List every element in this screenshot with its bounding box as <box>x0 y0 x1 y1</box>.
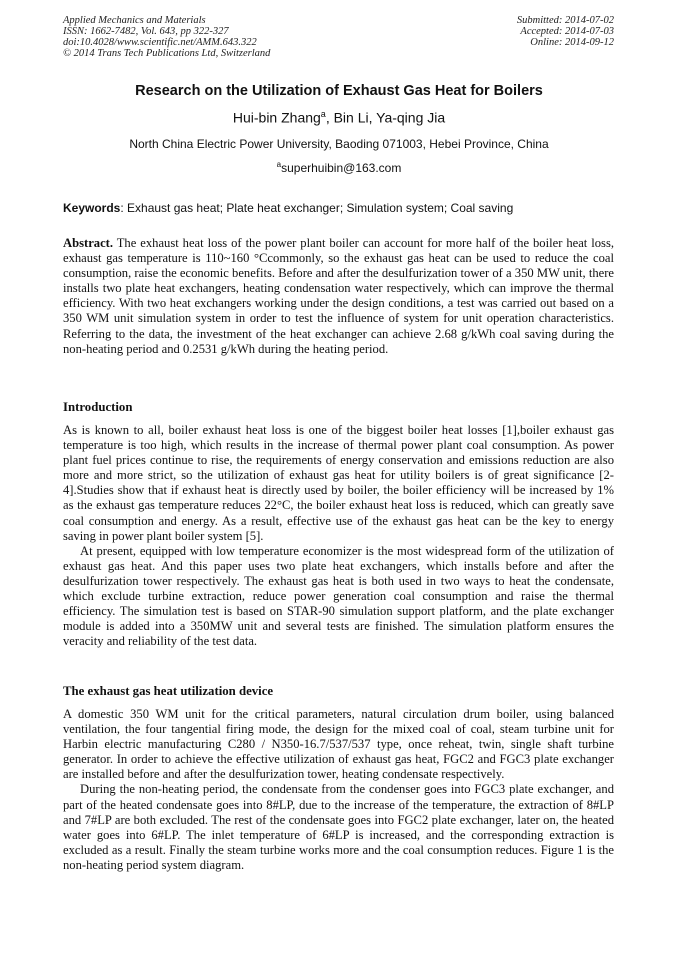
submitted-date: Submitted: 2014-07-02 <box>516 15 614 26</box>
device-paragraph: A domestic 350 WM unit for the critical parameters, natural circulation drum boiler, using balanced ventilation, the four tangential firing mode, the design for the mixed coal of coal, steam turbine unit for Harbin electric manufacturing C280 / N350-16.7/537/537 type, once reheat, twin, single shaft turbine generator. In order to achieve the effective utilization of exhaust gas heat, FGC2 and FGC3 plate exchanger are installed before and after the desulfurization tower, heating condensate respectively. <box>63 707 614 782</box>
other-authors: , Bin Li, Ya-qing Jia <box>325 109 446 126</box>
doi-line: doi:10.4028/www.scientific.net/AMM.643.322 <box>63 37 257 48</box>
paper-title: Research on the Utilization of Exhaust Gas Heat for Boilers <box>135 83 543 99</box>
keywords-text: : Exhaust gas heat; Plate heat exchanger; Simulation system; Coal saving <box>120 201 514 215</box>
keywords <box>63 201 618 215</box>
journal-info <box>63 15 270 59</box>
first-author: Hui-bin Zhang <box>232 109 321 126</box>
submission-dates <box>517 15 614 48</box>
first-author-affil-mark: a <box>320 109 326 119</box>
device-heading: The exhaust gas heat utilization device <box>63 684 274 698</box>
email-affil-mark: a <box>276 160 282 169</box>
introduction-body <box>63 423 614 649</box>
author-email <box>0 160 678 175</box>
introduction-heading: Introduction <box>63 400 133 414</box>
introduction-paragraph: As is known to all, boiler exhaust heat loss is one of the biggest boiler heat losses [1],boiler exhaust gas temperature is too high, which results in the increase of thermal power plant coal consumption. As power plant fuel prices continue to rise, the requirements of energy conservation and emissions reduction are also more and more strict, so the utilization of exhaust gas heat for utility boilers is of great significance [2-4].Studies show that if exhaust heat is directly used by boiler, the boiler efficiency will be increased by 1% as the exhaust gas temperature reduces 22°C, the boiler exhaust heat loss is reduced, which can greatly save coal consumption and energy. As a result, effective use of the exhaust gas heat can be the key to energy saving in power plant boiler system [5]. <box>63 423 614 543</box>
copyright-line: © 2014 Trans Tech Publications Ltd, Switzerland <box>63 48 271 59</box>
email-address: superhuibin@163.com <box>281 161 402 175</box>
journal-name: Applied Mechanics and Materials <box>63 15 206 26</box>
author-list <box>0 109 678 126</box>
affiliation: North China Electric Power University, Baoding 071003, Hebei Province, China <box>129 137 549 151</box>
abstract-text: The exhaust heat loss of the power plant boiler can account for more half of the boiler heat loss, exhaust gas temperature is 110~160 °Ccommonly, so the exhaust gas heat can be used to reduce the coal consumption, raise the economic benefits. Before and after the desulfurization tower of a 350 MW unit, there installs two plate heat exchangers, heating condensation water respectively, which can improve the thermal efficiency. With two heat exchangers working under the design conditions, a test was carried out based on a 350 WM unit simulation system in order to test the influence of system for unit operation characteristics. Referring to the data, the investment of the heat exchanger can achieve 2.68 g/kWh coal saving during the non-heating period and 0.2531 g/kWh during the heating period. <box>63 236 614 356</box>
device-paragraph: During the non-heating period, the condensate from the condenser goes into FGC3 plate exchanger, and part of the heated condensate goes into 8#LP, due to the increase of the temperature, the extraction of 8#LP and 7#LP are both excluded. The rest of the condensate goes into FGC2 plate exchanger, later on, the heated water goes into 6#LP. The inlet temperature of 6#LP is increased, and the corresponding extraction is excluded as a result. Finally the steam turbine works more and the coal consumption reduces. Figure 1 is the non-heating period system diagram. <box>63 782 614 872</box>
keywords-label: Keywords <box>63 201 121 215</box>
introduction-paragraph: At present, equipped with low temperature economizer is the most widespread form of the utilization of exhaust gas heat. And this paper uses two plate heat exchangers, which installs before and after the desulfurization tower respectively. The exhaust gas heat is both used in two ways to heat the condensate, which exclude turbine extraction, reduce power generation coal consumption and raise the thermal efficiency. The simulation test is based on STAR-90 simulation support platform, and the plate exchanger module is added into a 350MW unit and several tests are finished. The simulation platform ensures the veracity and reliability of the test data. <box>63 543 614 649</box>
device-body <box>63 707 614 873</box>
abstract <box>63 236 614 357</box>
issn-line: ISSN: 1662-7482, Vol. 643, pp 322-327 <box>63 26 229 37</box>
online-date: Online: 2014-09-12 <box>530 37 614 48</box>
accepted-date: Accepted: 2014-07-03 <box>520 26 614 37</box>
abstract-label: Abstract. <box>63 236 114 250</box>
